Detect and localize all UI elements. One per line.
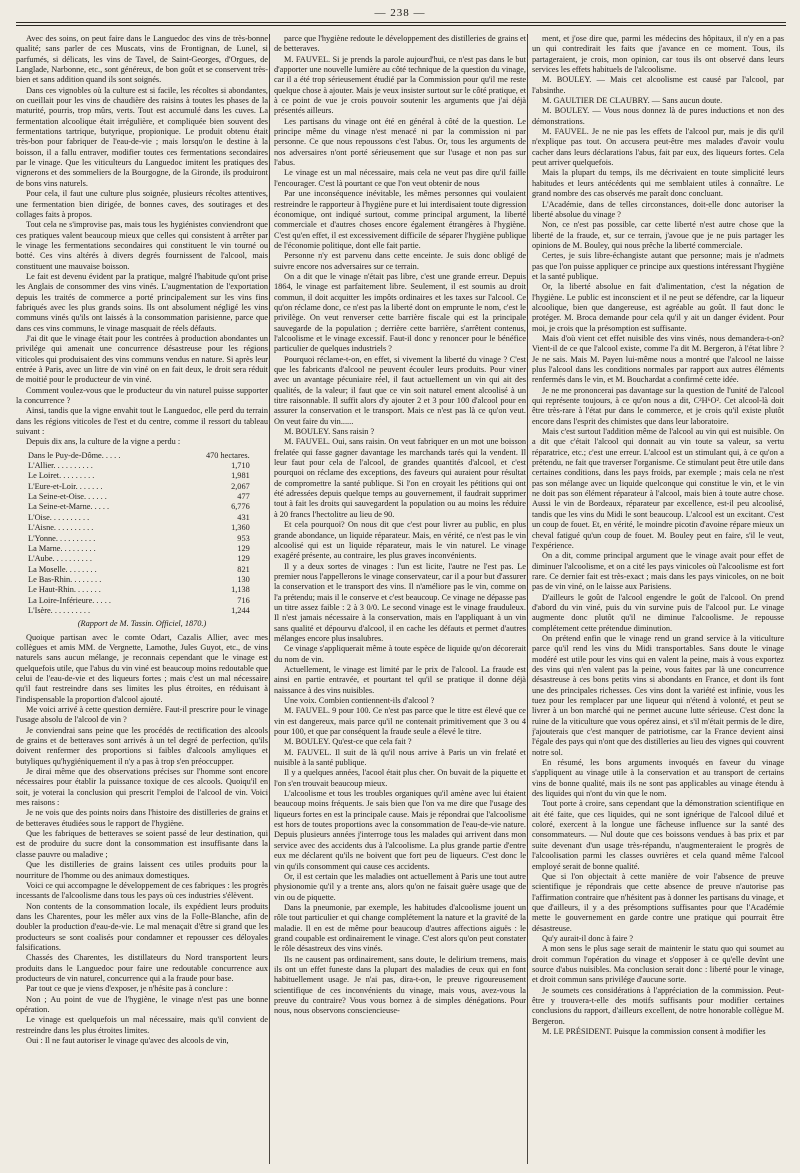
paragraph: M. FAUVEL. Oui, sans raisin. On veut fabriquer en un mot une boisson frelatée qui fasse gagner davantage les marchands tarés qui la vendent. Il leur faut pour cela de l'alcool, de grandes quantités d'alcool, et c'est pourquoi on réclame des exceptions, des faveurs qui auraient pour résultat de compromettre la santé publique. Si l'on en croyait les pétitions qui ont été adressées depuis quelque temps au gouvernement, il faudrait supprimer tout à fait les droits qui sauvegardent la population ou au moins les réduire à 20 francs l'hectolitre au lieu de 90. <box>274 437 526 519</box>
table-row <box>28 523 250 533</box>
region-cell: L'Isère. . . . . . . . . . <box>28 605 91 615</box>
paragraph: ment, et j'ose dire que, parmi les médecins des hôpitaux, il n'y en a pas un qui contredirait les faits que j'avance en ce moment. Tous, ils partageraient, je crois, mon opinion, car tous ils ont observé dans leurs services les effets habituels de l'alcoolisme. <box>532 34 784 75</box>
region-cell: L'Yonne. . . . . . . . . . <box>28 533 96 543</box>
header-rule <box>16 22 786 23</box>
paragraph: Certes, je suis libre-échangiste autant que personne; mais je n'admets pas que l'on puisse appliquer ce principe aux questions intéressant l'hygiène et la santé publique. <box>532 251 784 281</box>
paragraph: L'Académie, dans de telles circonstances, doit-elle donc autoriser la liberté absolue du vinage ? <box>532 199 784 219</box>
paragraph: On a dit que le vinage n'était pas libre, c'est une grande erreur. Depuis 1864, le vinage est parfaitement libre. Seulement, il est soumis au droit commun, il doit acquitter les impôts ordinaires et les taxes sur l'alcool. Ce qu'on réclame donc, ce n'est pas la liberté dont on emprunte le nom, c'est le privilège. On veut renverser cette barrière fiscale qui est la principale sauvegarde de la population ; derrière cette barrière, s'arrêtent contenus, l'alcoolisme et le vinage excessif. Faut-il donc y renoncer pour le bénéfice particulier de quelques industriels ? <box>274 271 526 354</box>
table-row <box>28 502 250 512</box>
paragraph: Pourquoi réclame-t-on, en effet, si vivement la liberté du vinage ? C'est que les fabricants d'alcool ne peuvent écouler leurs produits. Pour viner avec un avantage pécuniaire réel, il faut actuellement un vin qui ait des qualités, de la valeur; il faut que ce vin soit naturel ement alcoolisé à un titre raisonnable. Il suffit alors d'y ajouter 2 et 3 pour 100 d'alcool pour en assurer la conservation et le transport. Mais ce n'est pas là ce qu'on veut. On veut faire du vin...... <box>274 354 526 426</box>
paragraph: Le fait est devenu évident par la pratique, malgré l'habitude qu'ont prise les Anglais de consommer des vins vinés. L'augmentation de l'exportation depuis les traités de commerce a porté principalement sur les vins fins fabriqués avec les plus grands soins. Ils ont absolument négligé les vins communs vinés qu'ils ont laissés à la consommation parisienne, parce que dans ces vins communs, le vinage masquait de réels défauts. <box>16 271 268 333</box>
paragraph: Qu'y aurait-il donc à faire ? <box>542 933 634 943</box>
column-2 <box>274 34 526 1166</box>
table-row <box>28 534 250 544</box>
region-cell: La Seine-et-Oise. . . . . . <box>28 492 107 502</box>
paragraph: Oui : Il ne faut autoriser le vinage qu'avec des alcools de vin, <box>26 1036 229 1045</box>
column-3 <box>532 34 784 1166</box>
paragraph: Or, la liberté absolue en fait d'alimentation, c'est la négation de l'hygiène. Le public est inconscient et il ne peut se défendre, car la liqueur alcoolique, bien que dangereuse, est agréable au goût. Il faut donc le protéger. M. Broca demande pour cela qu'il y ait un danger évident. Pour moi, je crois que la présomption est suffisante. <box>532 282 784 333</box>
region-cell: La Moselle. . . . . . . . <box>28 564 97 574</box>
column-1-paragraphs-a <box>16 34 268 448</box>
paragraph: Que si l'on objectait à cette manière de voir l'absence de preuve scientifique je répondrais que cette absence de preuve n'autorise pas l'affirmation contraire que n'hésitent pas à donner les partisans du vinage, et que d'ailleurs, il y a des présomptions suffisantes pour que l'Académie mette le gouvernement en garde contre une pratique qui pourrait être désastreuse. <box>532 871 784 933</box>
hectares-cell: 130 <box>237 574 250 584</box>
paragraph: M. BOULEY. — Mais cet alcoolisme est causé par l'alcool, par l'absinthe. <box>532 75 784 95</box>
paragraph: Avec des soins, on peut faire dans le Languedoc des vins de très-bonne qualité; sans parler de ces Muscats, vins de Frontignan, de Lunel, si parfumés, si délicats, les vins de Tavel, de Saint-Georges, d'Orgues, de Langlade, Narbonne, etc., sont généreux, de bon goût et se conservent très-bien et sans addition quand ils sont soignés. <box>16 34 268 85</box>
paragraph: Les partisans du vinage ont été en général à côté de la question. Le principe même du vinage n'est menacé ni par la commission ni par personne. Ce que nous repoussons c'est l'abus. Or, tous les arguments de nos adversaires n'ont porté sérieusement que sur l'usage et non pas sur l'abus. <box>274 116 526 168</box>
paragraph: Mais la plupart du temps, ils me décrivaient en toute simplicité leurs habitudes et leurs antécédents qui me semblaient utiles à connaître. Le grand nombre des cas observés me paraît donc concluant. <box>532 168 784 199</box>
hectares-cell: 821 <box>237 564 250 574</box>
table-row <box>28 461 250 471</box>
hectares-cell: 1,981 <box>231 471 250 481</box>
paragraph: On a dit, comme principal argument que le vinage avait pour effet de diminuer l'alcoolisme, et on a cité les pays vinicoles où l'alcoolisme est fort rare. Ce dernier fait est très-exact ; mais dans les pays vinicoles, on ne boit pas de vin viné, on le laisse aux Parisiens. <box>532 551 784 592</box>
paragraph: Le vinage est un mal nécessaire, mais cela ne veut pas dire qu'il faille l'encourager. C'est là pourtant ce que l'on veut obtenir de nous <box>274 168 526 188</box>
paragraph: Je ne me prononcerai pas davantage sur la question de l'unité de l'alcool qui représente toujours, à ce qu'on nous a dit, C²H⁶O². Cet alcool-là doit être très-rare à l'état pur dans le commerce, et je crois qu'il existe plutôt encore dans l'esprit des chimistes que dans leur laboratoire. <box>532 385 784 426</box>
paragraph: Mais d'où vient cet effet nuisible des vins vinés, nous demandera-t-on? Vient-il de ce que l'alcool existe, comme l'a dit M. Bergeron, à l'état libre ? Je ne sais. Mais M. Payen lui-même nous a montré que l'alcool ne laisse plus l'alcool dans les conditions normales par rapport aux autres éléments renfermés dans le vin, et M. Bouchardat a confirmé cette idée. <box>532 333 784 385</box>
paragraph: Comment voulez-vous que le producteur du vin naturel puisse supporter la concurrence ? <box>16 385 268 406</box>
page-number: — 238 — <box>374 7 426 19</box>
paragraph: Ils ne causent pas ordinairement, sans doute, le delirium tremens, mais ils ont un effet funeste dans la plupart des maladies de ceux qui en font habituellement usage. Je n'ai pas, dira-t-on, le preuve rigoureusement scientifique de ces inconvénients du vinage, mais vous, avez-vous la preuve du contraire? Vous vous bornez à de simples dénégations. Pour nous, nous observons consciencieuse- <box>274 954 526 1016</box>
table-row <box>28 471 250 481</box>
paragraph: M. BOULEY. Sans raisin ? <box>284 427 375 437</box>
paragraph: Je soumets ces considérations à l'appréciation de la commission. Peut-être y trouvera-t-elle des motifs suffisants pour modifier certaines conclusions du rapport, d'ailleurs excellent, de notre honorable collègue M. Bergeron. <box>532 985 784 1026</box>
paragraph: Une voix. Combien contiennent-ils d'alcool ? <box>284 696 435 705</box>
hectares-cell: 431 <box>237 512 250 522</box>
paragraph: Il y a quelques années, l'acool était plus cher. On buvait de la piquette et l'on s'en trouvait beaucoup mieux. <box>274 768 526 788</box>
paragraph: M. FAUVEL. 9 pour 100. Ce n'est pas parce que le titre est élevé que ce vin est dangereux, mais parce qu'il ne contenait primitivement que 3 ou 4 pour 100, et que par conséquent la fraude seule a élevé le titre. <box>274 706 526 737</box>
paragraph: A mon sens le plus sage serait de maintenir le statu quo qui soumet au droit commun l'opération du vinage et s'opposer à ce qu'elle devînt une source d'abus nuisibles. Ma conclusion serait donc : liberté pour le vinage, et droit commun sans privilége d'aucune sorte. <box>532 944 784 985</box>
paragraph: M. LE PRÉSIDENT. Puisque la commission consent à modifier les <box>542 1027 766 1036</box>
region-cell: L'Aisne. . . . . . . . . . <box>28 523 94 533</box>
vineyard-loss-table <box>28 451 250 617</box>
hectares-cell: 716 <box>237 595 250 605</box>
paragraph: Je ne vois que des points noirs dans l'histoire des distilleries de grains et de betteraves étudiées sous le rapport de l'hygiène. <box>16 808 268 828</box>
paragraph: En résumé, les bons arguments invoqués en faveur du vinage s'appliquent au vinage utile à la conservation et au transport de certains vins de bonne qualité, mais ils ne sont pas applicables au vinage étendu à des liquides qui n'ont du vin que le nom. <box>532 758 784 799</box>
hectares-cell: 477 <box>237 492 250 502</box>
hectares-cell: 6,776 <box>231 502 250 512</box>
hectares-cell: 953 <box>237 533 250 543</box>
table-citation: (Rapport de M. Tassin. Officiel, 1870.) <box>77 619 207 629</box>
paragraph: Dans ces vignobles où la culture est si facile, les récoltes si abondantes, on cueillait pour les vins de chaudière des raisins à toutes les phases de la maturité, pourris, trop mûrs, verts. Tout est accumulé dans les cuves. La fermentation alcoolique était irrégulière, et compliquée bien souvent des fermentations tartrique, butyrique, propionique. Le produit obtenu était très-bon pour fabriquer de l'eau-de-vie ; mais lorsqu'on le destine à la boisson, il a fallu entraver, modifier toutes ces fermentations secondaires par le vinage. Que les viticulteurs du Languedoc imitent les pratiques des vignerons et des sommeliers de la Bourgogne, de la Gironde, ils produiront de bons vins naturels. <box>16 85 268 188</box>
region-cell: La Marne. . . . . . . . . <box>28 543 96 553</box>
paragraph: Dans la pneumonie, par exemple, les habitudes d'alcoolisme jouent un rôle tout particulier et qui change complétement la nature et la gravité de la maladie. Il en est de même pour beaucoup d'autres affections aiguës : le grand coupable est ordinairement le vinage. C'est alors qu'on peut constater le rôle désastreux des vins vinés. <box>274 902 526 954</box>
region-cell: L'Oise. . . . . . . . . . <box>28 512 90 522</box>
region-cell: L'Aube. . . . . . . . . . <box>28 554 92 564</box>
hectares-cell: 1,360 <box>231 523 250 533</box>
column-1 <box>16 34 268 1166</box>
table-row <box>28 492 250 502</box>
paragraph: Actuellement, le vinage est limité par le prix de l'alcool. La fraude est ainsi en partie entravée, et pourtant tel qu'il se pratique il donne déjà naissance à des vins nuisibles. <box>274 664 526 695</box>
paragraph: L'alcoolisme et tous les troubles organiques qu'il amène avec lui étaient beaucoup moins fréquents. Je sais bien que l'on va me dire que l'usage des liqueurs fortes en est la principale cause. Mais je répondrai que l'alcoolisme est hors de toutes proportions avec la consommation de l'eau-de-vie nature. Depuis plusieurs années j'interroge tous les malades qui arrivent dans mon service avec des accidents dus à l'alcoolisme. La plus grande partie d'entre eux me déclarent qu'ils ne boivent que fort peu de liqueurs. C'est donc le vin qu'ils consomment qui cause ces accidents. <box>274 789 526 871</box>
region-cell: Le Loiret. . . . . . . . . <box>28 471 95 481</box>
region-cell: L'Allier. . . . . . . . . . <box>28 461 93 471</box>
paragraph: Par une inconséquence inévitable, les mêmes personnes qui voulaient restreindre le rapporteur à l'hygiène pure et lui interdisaient toute digression économique, ont indiqué surtout, comme principal argument, la liberté commerciale et d'autres choses encore également étrangères à l'hygiène. C'est qu'en effet, il est excessivement difficile de séparer l'hygiène publique de l'économie politique, dont elle fait partie. <box>274 189 526 250</box>
paragraph: Personne n'y est parvenu dans cette enceinte. Je suis donc obligé de suivre encore nos adversaires sur ce terrain. <box>274 251 526 271</box>
paragraph: Il y a deux sortes de vinages : l'un est licite, l'autre ne l'est pas. Le premier nous l'appellerons le vinage conservateur, car il a pour but d'assurer la conservation et le transport des vins. Il n'améliore pas le vin, comme on l'a prétendu; mais il le conserve et c'est beaucoup. Ce vinage ne dépasse pas un titre assez faible : 2 à 3 0/0. Le second vinage est le vinage frauduleux. Il n'est jamais nécessaire à la conservation, mais en l'appliquant à un vin sans qualité et dépourvu d'alcool, il en cache les défauts et permet d'autres mélanges encore plus insalubres. <box>274 561 526 643</box>
paragraph: Non ; Au point de vue de l'hygiène, le vinage n'est pas une bonne opération. <box>16 994 268 1014</box>
hectares-cell: 2,067 <box>231 481 250 491</box>
table-row <box>28 606 250 616</box>
column-1-paragraphs-b <box>16 633 268 1047</box>
region-cell: La Seine-et-Marne. . . . . <box>28 502 110 512</box>
paragraph: Que les distilleries de grains laissent ces utiles produits pour la nourriture de l'homme ou des animaux domestiques. <box>16 860 268 880</box>
paragraph: M. FAUVEL. Il suit de là qu'il nous arrive à Paris un vin frelaté et nuisible à la santé publique. <box>274 747 526 768</box>
paragraph: Et cela pourquoi? On nous dit que c'est pour livrer au public, en plus grande abondance, un liquide réparateur. Mais, en vérité, ce n'est pas le vin alcoolisé qui est un liquide réparateur, mais le vin naturel. Le vinage exagéré présente, au contraire, les plus graves inconvénients. <box>274 520 526 561</box>
hectares-cell: 470 hectares. <box>205 450 250 460</box>
paragraph: parce que l'hygiène redoute le développement des distilleries de grains et de betteraves. <box>274 34 526 54</box>
paragraph: D'ailleurs le goût de l'alcool engendre le goût de l'alcool. On prend d'abord du vin viné, puis du vin survine puis de l'alcool pur. Le vinage augmente donc plutôt qu'il ne diminue l'alcoolisme. Je repousse complétement cette prétendue diminution. <box>532 592 784 633</box>
column-separator-1 <box>269 34 270 1164</box>
table-row <box>28 544 250 554</box>
paragraph: Non, ce n'est pas possible, car cette liberté n'est autre chose que la liberté de la fraude, et, sur ce terrain, j'avoue que je ne puis partager les opinions de M. Bouley, qui nous prêche la liberté commerciale. <box>532 220 784 250</box>
table-row <box>28 482 250 492</box>
paragraph: Pour cela, il faut une culture plus soignée, plusieurs récoltes attentives, une fermentation bien dirigée, de bonnes caves, des soutirages et des collages faits à propos. <box>16 189 268 219</box>
hectares-cell: 129 <box>237 554 250 564</box>
hectares-cell: 1,710 <box>231 461 250 471</box>
paragraph: M. FAUVEL. Si je prends la parole aujourd'hui, ce n'est pas dans le but d'apporter une nouvelle lumière au côté technique de la question du vinage, car il a été trop sérieusement étudié par la Commission pour qu'il me reste quelque chose à ajouter. Mais je veux insister surtout sur le côté pratique, et à ce point de vue je crois pouvoir soutenir les arguments que j'ai déjà présentés ailleurs. <box>274 54 526 116</box>
table-row <box>28 585 250 595</box>
region-cell: Dans le Puy-de-Dôme. . . . . <box>28 450 121 460</box>
paragraph: Mais c'est surtout l'addition même de l'alcool au vin qui est nuisible. On a dit que c'était l'alcool qui donnait au vin toute sa valeur, sa vertu réparatrice, etc.; c'est une erreur. L'alcool est un stimulant qui, à ce qu'on a prétendu, ne fait que traverser l'organisme. Ce stimulant peut être utile dans certaines conditions, dans les pays froids, par exemple ; mais cela ne n'est pas son mélange avec un liquide quelconque qui constitue le vin, et le vin ne doit pas son élément réparateur à l'alcool, mais bien à toute autre chose. Aussi le vin de Bordeaux, réparateur par excellence, est-il peu alcoolisé, tandis que les vins du Midi le sont beaucoup. L'alcool est un excitant. C'est un coup de fouet. Et, en vérité, le moindre picotin d'avoine répare mieux un cheval fatigué qu'un coup de fouet. M. Bouley peut en faire, s'il le veut, l'expérience. <box>532 427 784 550</box>
paragraph: M. BOULEY. Qu'est-ce que cela fait ? <box>284 737 412 747</box>
region-cell: Le Bas-Rhin. . . . . . . . <box>28 574 102 584</box>
header-rule-thin <box>16 25 786 26</box>
hectares-cell: 1,244 <box>231 605 250 615</box>
paragraph: Le vinage est quelquefois un mal nécessaire, mais qu'il convient de restreindre dans les plus étroites limites. <box>16 1015 268 1035</box>
paragraph: Par tout ce que je viens d'exposer, je n'hésite pas à conclure : <box>26 984 228 994</box>
paragraph: J'ai dit que le vinage était pour les contrées à production abondantes un privilége qui amenait une concurrence désastreuse pour les régions viticoles qui produisaient des vins communs vendus en nature. Si après leur entrée à Paris, avec un litre de vin viné on en fait deux, le droit sera réduit de moitié pour le producteur de vin viné. <box>16 333 268 385</box>
paragraph: Me voici arrivé à cette question dernière. Faut-il prescrire pour le vinage l'usage absolu de l'alcool de vin ? <box>16 705 268 725</box>
paragraph: Que les fabriques de betteraves se soient passé de leur destination, qui est de produire du sucre dont la consommation est insuffisante dans la classe pauvre ou maladive ; <box>16 829 268 859</box>
paragraph: Voici ce qui accompagne le développement de ces fabriques : les progrès incessants de l'alcoolisme dans tous les pays où ces industries s'élèvent. <box>16 880 268 901</box>
column-separator-2 <box>527 34 528 1164</box>
table-row <box>28 596 250 606</box>
paragraph: Tout cela ne s'improvise pas, mais tous les hygiénistes conviendront que ces pratiques valent beaucoup mieux que celles qui consistent à arrêter par le vinage les fermentations secondaires qui constituent le vin tourné ou botté. Ces vins altérés à divers degrés fournissent de l'alcool, mais constituent une mauvaise boisson. <box>16 220 268 271</box>
table-row <box>28 575 250 585</box>
hectares-cell: 1,138 <box>231 585 250 595</box>
paragraph: Depuis dix ans, la culture de la vigne a perdu : <box>26 437 181 447</box>
paragraph: M. GAULTIER DE CLAUBRY. — Sans aucun doute. <box>542 96 723 106</box>
table-row <box>28 565 250 575</box>
paragraph: Tout porte à croire, sans cependant que la démonstration scientifique en ait été faite, que ces liquides, qui ne sont ignérique de l'alcool dilué et coloré, exercent à la longue une fâcheuse influence sur la santé des consommateurs. — Nul doute que ces boissons vendues à bas prix et par suite devenant d'un usage très-répandu, n'augmenteraient le progrès de l'alcoolisation parmi les classes ouvrières et cela quand même l'alcool employé serait de bonne qualité. <box>532 799 784 871</box>
paragraph: Je conviendrai sans peine que les procédés de rectification des alcools de grains et de betteraves sont arrivés à un tel degré de perfection, qu'ils doivent renfermer des proportions si faibles d'alcools amyliques et butyliques qu'hygiéniquement il n'y a pas à trop s'en préoccupper. <box>16 725 268 766</box>
paragraph: Non contents de la consommation locale, ils expédient leurs produits dans les Charentes, pour les mêler aux vins de la Folle-Blanche, afin de doubler la production d'eau-de-vie. Le mal menaçait d'être si grand que les producteurs se sont coalisés pour condamner et repousser ces déloyales falsifications. <box>16 901 268 952</box>
region-cell: L'Eure-et-Loir. . . . . . . <box>28 481 103 491</box>
column-2-paragraphs <box>274 34 526 1017</box>
hectares-cell: 129 <box>237 543 250 553</box>
paragraph: Je dirai même que des observations précises sur l'homme sont encore nécessaires pour établir la puissance toxique de ces alcools. Quoiqu'il en soit, je voterai la conclusion qui prescrit l'emploi de l'alcool de vin. Voici mes raisons : <box>16 767 268 808</box>
paragraph: Quoique partisan avec le comte Odart, Cazalis Allier, avec mes collègues et amis MM. de Vergnette, Lamothe, Jules Guyot, etc., de vins naturels sans aucun mélange, je reconnais cependant que le vinage est quelquefois utile, que l'abus du vin viné est beaucoup moins redoutable que celui de l'eau-de-vie et des liqueurs fortes ; mais c'est un mal nécessaire qu'il faut restreindre dans ses limites les plus étroites, en réduisant à l'indispensable la proportion d'alcool ajouté. <box>16 632 268 704</box>
paragraph: M. FAUVEL. Je ne nie pas les effets de l'alcool pur, mais je dis qu'il n'explique pas tout. On accusera peut-être mes malades d'avoir voulu cacher dans leurs déclarations l'abus, fait par eux, des liqueurs fortes. Cela peut arriver quelquefois. <box>532 127 784 168</box>
paragraph: On prétend enfin que le vinage rend un grand service à la viticulture parce qu'il rend les vins du Midi transportables. Sans doute le vinage modéré est utile pour les vins qui en valent la peine, mais à vous exportez des vins qui n'en valent pas la peine, vous faites par là une concurrence désastreuse à ces bons petits vins si abondants en France, et dont ils font une des principales richesses. Ces vins dont la variété est infinie, vous les tuez pour les remplacer par une liqueur qui n'étend à volonté, et peut se livrer à un bon marché qui ne permet aucune lutte sérieuse. C'est donc la ruine de la viticulture que vous opérez ainsi, et s'il m'était permis de le dire, j'ajouterais que c'est manquer de patriotisme, car la France devient ainsi l'égale des pays qui n'ont que des distilleries au lieu des vignes qui couvrent notre sol. <box>532 633 784 757</box>
paragraph: M. BOULEY. — Vous nous donnez là de pures inductions et non des démonstrations. <box>532 106 784 126</box>
region-cell: La Loire-Inférieure. . . . . <box>28 595 111 605</box>
column-3-paragraphs <box>532 34 784 1037</box>
table-row <box>28 513 250 523</box>
paragraph: Ce vinage s'appliquerait même à toute espèce de liquide qu'on décorerait du nom de vin. <box>274 644 526 664</box>
paragraph: Or, il est certain que les maladies ont actuellement à Paris une tout autre physionomie qu'il y a trente ans, alors qu'on ne faisait guère usage que de vin ou de piquette. <box>274 871 526 902</box>
region-cell: Le Haut-Rhin. . . . . . . <box>28 585 101 595</box>
table-row <box>28 554 250 564</box>
paragraph: Ainsi, tandis que la vigne envahit tout le Languedoc, elle perd du terrain dans les régions viticoles de l'est et du centre, comme il ressort du tableau suivant : <box>16 406 268 437</box>
table-row <box>28 451 250 461</box>
paragraph: Chassés des Charentes, les distillateurs du Nord transportent leurs produits dans le Languedoc pour faire une redoutable concurrence aux producteurs de vin naturel, concurrence qui a la fraude pour base. <box>16 953 268 983</box>
